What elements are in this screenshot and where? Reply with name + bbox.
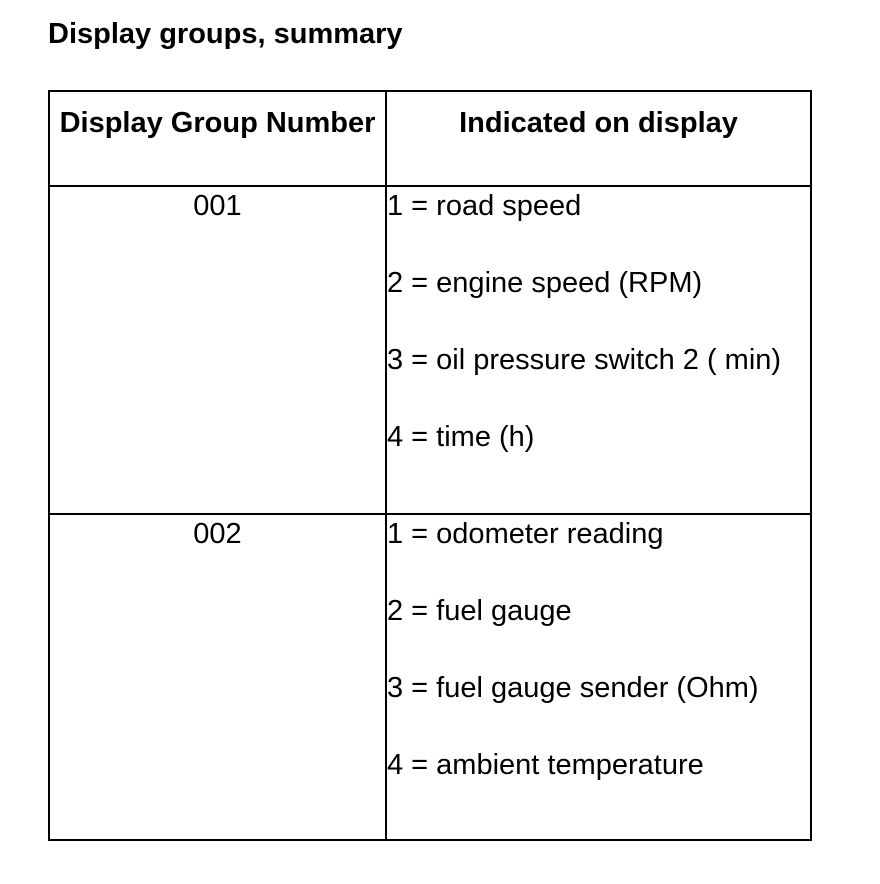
- list-item: 4 = ambient temperature: [387, 749, 704, 781]
- table-row: [49, 514, 811, 840]
- page-title: Display groups, summary: [48, 18, 403, 50]
- list-item: 3 = oil pressure switch 2 ( min): [387, 344, 782, 376]
- display-groups-table: [48, 90, 812, 841]
- header-display-group-number: Display Group Number: [49, 91, 386, 186]
- header-indicated-on-display: Indicated on display: [386, 91, 811, 186]
- table-row: [49, 186, 811, 514]
- list-item: 4 = time (h): [387, 421, 535, 453]
- list-item: 2 = engine speed (RPM): [387, 267, 703, 299]
- group-number-cell: 001: [49, 186, 386, 514]
- indicated-cell: [386, 186, 811, 514]
- list-item: 3 = fuel gauge sender (Ohm): [387, 672, 759, 704]
- list-item: 2 = fuel gauge: [387, 595, 572, 627]
- group-number-cell: 002: [49, 514, 386, 840]
- indicated-cell: [386, 514, 811, 840]
- table-header-row: [49, 91, 811, 186]
- list-item: 1 = odometer reading: [387, 518, 664, 550]
- list-item: 1 = road speed: [387, 190, 582, 222]
